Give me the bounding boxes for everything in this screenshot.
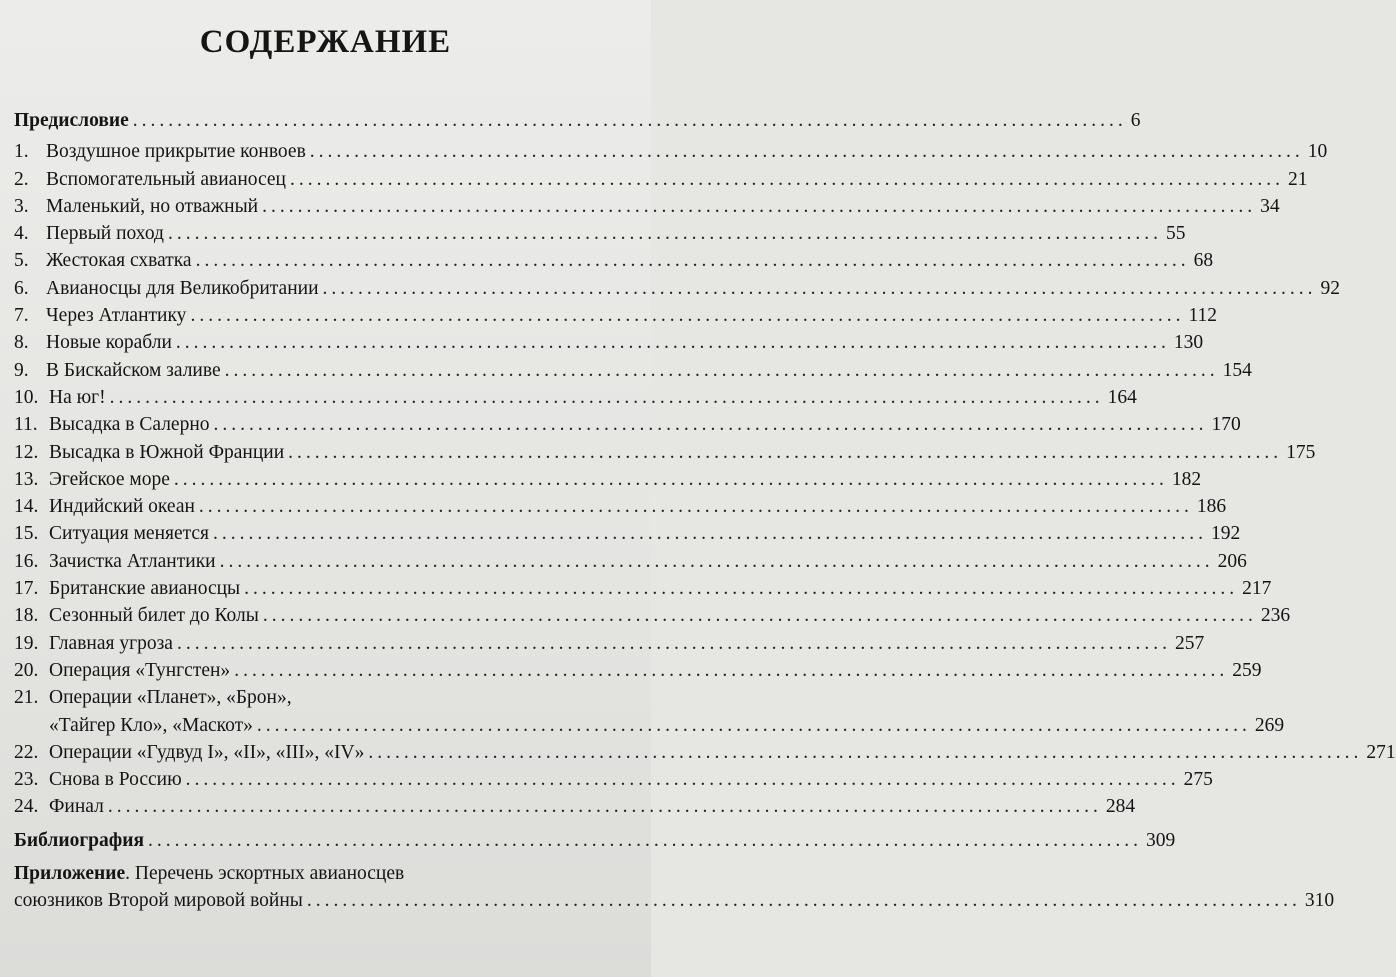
toc-entry-page: 236: [1260, 605, 1291, 627]
toc-entry-label: Индийский океан: [49, 496, 195, 518]
toc-entry-chapter[interactable]: [14, 277, 1341, 305]
dot-leader: ................................................................................................................: [213, 523, 1208, 545]
chapter-number: 6.: [14, 277, 29, 299]
chapter-number: 13.: [14, 468, 39, 490]
toc-entry-page: 92: [1320, 277, 1341, 299]
toc-entry-label: Вспомогательный авианосец: [46, 168, 286, 190]
toc-entry-page: 217: [1242, 578, 1272, 600]
chapter-number: 7.: [14, 305, 29, 327]
toc-entry-chapter[interactable]: [14, 496, 1227, 523]
toc-entry-chapter[interactable]: [14, 632, 1205, 660]
dot-leader: ................................................................................................................: [213, 414, 1208, 436]
toc-entry-label: Операция «Тунгстен»: [49, 659, 231, 681]
toc-entry-label: Высадка в Салерно: [49, 414, 210, 436]
toc-entry-page: 68: [1193, 250, 1214, 272]
dot-leader: ................................................................................................................: [190, 305, 1185, 327]
toc-entry-chapter[interactable]: [14, 168, 1308, 196]
toc-entry-chapter[interactable]: [14, 687, 626, 714]
dot-leader: ................................................................................................................: [322, 277, 1317, 299]
toc-entry-chapter[interactable]: [14, 386, 1137, 414]
toc-entry-page: 170: [1211, 414, 1241, 436]
toc-entry-appendix-continued[interactable]: [14, 890, 1335, 917]
toc-entry-page: 55: [1165, 223, 1186, 245]
dot-leader: ................................................................................................................: [198, 496, 1193, 518]
chapter-number: 5.: [14, 250, 29, 272]
toc-entry-label: Операции «Планет», «Брон»,: [49, 687, 292, 709]
toc-entry-continuation[interactable]: [14, 714, 1285, 742]
dot-leader: ................................................................................................................: [107, 796, 1102, 818]
toc-entry-chapter[interactable]: [14, 359, 1252, 387]
toc-entry-label: На юг!: [49, 386, 106, 408]
chapter-number: 22.: [14, 741, 39, 763]
toc-entry-chapter[interactable]: [14, 414, 1241, 441]
dot-leader: ................................................................................................................: [309, 141, 1304, 163]
toc-entry-chapter[interactable]: [14, 223, 1186, 250]
toc-entry-page: 269: [1254, 714, 1285, 736]
toc-entry-chapter[interactable]: [14, 769, 1213, 796]
dot-leader: ................................................................................................................: [175, 332, 1170, 354]
dot-leader: ................................................................................................................: [368, 741, 1363, 763]
toc-entry-preface[interactable]: [14, 110, 1141, 137]
dot-leader: ................................................................................................................: [195, 250, 1190, 272]
toc-entry-page: 175: [1286, 441, 1316, 463]
chapter-number: 17.: [14, 578, 39, 600]
toc-entry-page: 271: [1366, 741, 1396, 763]
chapter-number: 18.: [14, 605, 39, 627]
chapter-number: 11.: [14, 414, 38, 436]
dot-leader: ................................................................................................................: [256, 714, 1251, 736]
toc-entry-label: Первый поход: [46, 223, 164, 245]
dot-leader: ................................................................................................................: [132, 110, 1127, 131]
toc-entry-page: 34: [1260, 195, 1280, 217]
toc-entry-page: 284: [1105, 796, 1136, 818]
toc-entry-label: В Бискайском заливе: [46, 359, 221, 381]
toc-entry-chapter[interactable]: [14, 305, 1217, 332]
table-of-contents: [14, 110, 1396, 918]
chapter-number: 8.: [14, 332, 29, 354]
toc-entry-chapter[interactable]: [14, 195, 1280, 223]
toc-entry-label: Через Атлантику: [46, 305, 187, 327]
chapter-number: 24.: [14, 796, 39, 818]
page-title: СОДЕРЖАНИЕ: [199, 24, 452, 60]
toc-entry-label: Воздушное прикрытие конвоев: [46, 141, 306, 163]
dot-leader: ................................................................................................................: [148, 829, 1143, 851]
chapter-number: 14.: [14, 496, 39, 518]
toc-entry-label: Предисловие: [14, 110, 129, 131]
toc-entry-chapter[interactable]: [14, 441, 1316, 469]
toc-entry-page: 112: [1188, 305, 1217, 327]
dot-leader: ................................................................................................................: [244, 578, 1239, 600]
toc-entry-chapter[interactable]: [14, 605, 1291, 632]
toc-entry-appendix[interactable]: [14, 863, 626, 890]
dot-leader: ................................................................................................................: [262, 605, 1257, 627]
chapter-number: 23.: [14, 769, 39, 791]
dot-leader: ................................................................................................................: [185, 769, 1180, 791]
dot-leader: ................................................................................................................: [262, 195, 1257, 217]
chapter-number: 2.: [14, 168, 29, 190]
chapter-number: 10.: [14, 386, 39, 408]
chapter-number: 1.: [14, 141, 29, 163]
toc-entry-chapter[interactable]: [14, 741, 1396, 769]
toc-entry-chapter[interactable]: [14, 332, 1204, 359]
dot-leader: ................................................................................................................: [289, 168, 1284, 190]
chapter-number: 15.: [14, 523, 39, 545]
chapter-number: 4.: [14, 223, 29, 245]
toc-entry-bibliography[interactable]: [14, 829, 1176, 857]
dot-leader: ................................................................................................................: [167, 223, 1162, 245]
toc-entry-label: Ситуация меняется: [49, 523, 210, 545]
toc-entry-label: Библиография: [14, 829, 145, 851]
toc-entry-label: Сезонный билет до Колы: [49, 605, 259, 627]
dot-leader: ................................................................................................................: [109, 386, 1104, 408]
toc-entry-page: 192: [1211, 523, 1241, 545]
toc-entry-page: 309: [1146, 829, 1176, 851]
toc-entry-page: 310: [1304, 890, 1335, 912]
toc-entry-page: 259: [1232, 659, 1262, 681]
dot-leader: ................................................................................................................: [173, 468, 1168, 490]
toc-entry-chapter[interactable]: [14, 796, 1136, 823]
toc-entry-page: 182: [1171, 468, 1202, 490]
toc-entry-page: 10: [1307, 141, 1328, 163]
toc-entry-page: 154: [1222, 359, 1252, 381]
toc-entry-label: Жестокая схватка: [46, 250, 192, 272]
toc-entry-page: 206: [1217, 550, 1247, 572]
toc-entry-label: Высадка в Южной Франции: [49, 441, 285, 463]
toc-entry-page: 130: [1173, 332, 1204, 354]
dot-leader: ................................................................................................................: [306, 890, 1301, 912]
dot-leader: ................................................................................................................: [176, 632, 1171, 654]
toc-entry-label: [14, 863, 404, 885]
toc-entry-page: 257: [1174, 632, 1205, 654]
toc-entry-label: Новые корабли: [46, 332, 172, 354]
toc-entry-label: Зачистка Атлантики: [49, 550, 216, 572]
toc-entry-label: Снова в Россию: [49, 769, 182, 791]
chapter-number: 9.: [14, 359, 29, 381]
toc-entry-chapter[interactable]: [14, 250, 1214, 277]
toc-entry-chapter[interactable]: [14, 550, 1247, 578]
toc-entry-label: Авианосцы для Великобритании: [46, 277, 319, 299]
toc-entry-page: 6: [1130, 110, 1141, 131]
toc-entry-chapter[interactable]: [14, 141, 1328, 168]
toc-entry-label: Главная угроза: [49, 632, 173, 654]
toc-entry-label: Операции «Гудвуд I», «II», «III», «IV»: [49, 741, 365, 763]
toc-entry-page: 275: [1183, 769, 1213, 791]
toc-entry-chapter[interactable]: [14, 468, 1202, 496]
chapter-number: 12.: [14, 441, 39, 463]
toc-entry-chapter[interactable]: [14, 523, 1241, 550]
chapter-number: 19.: [14, 632, 39, 654]
chapter-number: 16.: [14, 550, 39, 572]
chapter-number: 20.: [14, 659, 39, 681]
toc-entry-label-continued: союзников Второй мировой войны: [14, 890, 303, 912]
chapter-number: 3.: [14, 195, 29, 217]
toc-entry-chapter[interactable]: [14, 659, 1262, 687]
toc-entry-label: Эгейское море: [49, 468, 170, 490]
dot-leader: ................................................................................................................: [219, 550, 1214, 572]
toc-entry-page: 21: [1287, 168, 1308, 190]
dot-leader: ................................................................................................................: [288, 441, 1283, 463]
dot-leader: ................................................................................................................: [224, 359, 1219, 381]
toc-entry-page: 186: [1196, 496, 1227, 518]
toc-entry-label: Британские авианосцы: [49, 578, 241, 600]
appendix-heading: Приложение: [14, 863, 126, 885]
chapter-number: 21.: [14, 687, 39, 709]
toc-entry-chapter[interactable]: [14, 578, 1272, 605]
toc-entry-label-continued: «Тайгер Кло», «Маскот»: [49, 714, 253, 736]
toc-entry-page: 164: [1107, 386, 1137, 408]
appendix-text: . Перечень эскортных авианосцев: [125, 863, 405, 885]
toc-entry-label: Маленький, но отважный: [46, 195, 259, 217]
toc-entry-label: Финал: [49, 796, 104, 818]
dot-leader: ................................................................................................................: [234, 659, 1229, 681]
